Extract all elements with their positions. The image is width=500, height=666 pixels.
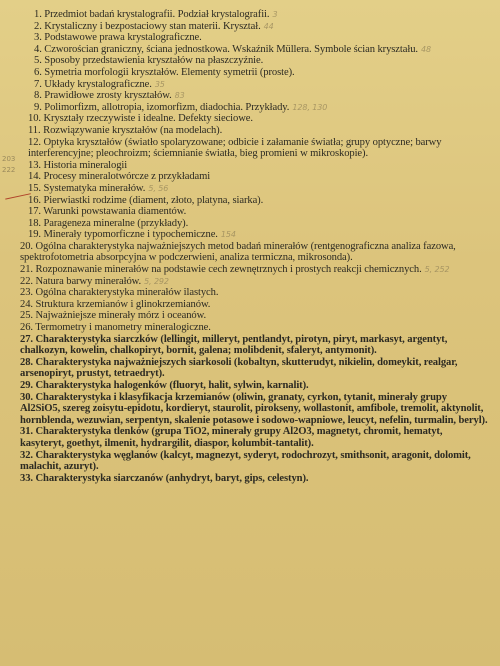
list-item: 14. Procesy mineralotwórcze z przykładami	[28, 171, 211, 183]
list-item: 18. Parageneza mineralne (przykłady).	[28, 217, 189, 229]
list-item: 30. Charakterystyka i klasyfikacja krzemianów (oliwin, granaty, cyrkon, tytanit, minerały grupy Al2SiO5, szereg zoisytu-epidotu, kordieryt, staurolit, pirokseny, wollastonit, amfibole, tremolit, aktynolit, hornblenda, wezuwian, serpentyn, skalenie potasowe i sodowo-wapniowe, leucyt, nefelin, turmalin, beryl).	[20, 391, 488, 426]
list-item: 2. Krystaliczny i bezpostaciowy stan materii. Kryształ. 44	[34, 20, 274, 32]
list-item: 33. Charakterystyka siarczanów (anhydryt, baryt, gips, celestyn).	[20, 472, 309, 484]
list-item: 7. Układy krystalograficzne. 35	[34, 78, 165, 90]
list-item: 32. Charakterystyka węglanów (kalcyt, magnezyt, syderyt, rodochrozyt, smithsonit, aragonit, dolomit, malachit, azuryt).	[20, 449, 471, 473]
list-item: 19. Minerały typomorficzne i typochemiczne. 154	[28, 229, 236, 241]
exam-topic-list	[20, 9, 488, 484]
list-item: 27. Charakterystyka siarczków (lellingit, milleryt, pentlandyt, pirotyn, piryt, markasyt, argentyt, chalkozyn, kowelin, chalkopiryt, bornit, galena; molibdenit, sfaleryt, antymonit).	[20, 333, 448, 357]
list-item: 10. Kryształy rzeczywiste i idealne. Defekty sieciowe.	[28, 113, 253, 125]
list-item: 13. Historia mineralogii	[28, 159, 128, 171]
list-item: 26. Termometry i manometry mineralogiczne.	[20, 322, 211, 334]
list-item: 9. Polimorfizm, allotropia, izomorfizm, diadochia. Przykłady. 128, 130	[34, 101, 328, 113]
list-item: 28. Charakterystyka najważniejszych siarkosoli (kobaltyn, skutterudyt, nikielin, domeykit, realgar, arsenopiryt, prustyt, tetraedryt).	[20, 356, 458, 380]
list-item: 24. Struktura krzemianów i glinokrzemianów.	[20, 298, 211, 310]
list-item: 11. Rozwiązywanie kryształów (na modelach).	[28, 124, 223, 136]
list-item: 4. Czworościan graniczny, ściana jednostkowa. Wskaźnik Müllera. Symbole ścian kryształu. 48	[34, 43, 431, 55]
list-item: 23. Ogólna charakterystyka minerałów ilastych.	[20, 287, 219, 299]
list-item: 12. Optyka kryształów (światło spolaryzowane; odbicie i załamanie światła; grupy optyczne; barwy interferencyjne; pleochroizm; ściemnianie światła, bieg promieni w mikroskopie).	[28, 136, 442, 160]
list-item: 20. Ogólna charakterystyka najważniejszych metod badań minerałów (rentgenograficzna analiza fazowa, spektrofotometria absorpcyjna w podczerwieni, analiza termiczna, mikrosonda).	[20, 240, 456, 264]
list-item: 5. Sposoby przedstawienia kryształów na płaszczyźnie.	[34, 55, 264, 67]
list-item: 21. Rozpoznawanie minerałów na podstawie cech zewnętrznych i prostych reakcji chemicznych. 5, 252	[20, 264, 450, 276]
margin-note-1: 203	[2, 155, 16, 163]
list-item: 15. Systematyka minerałów. 5, 56	[28, 182, 169, 194]
margin-note-2: 222	[2, 166, 16, 174]
list-item: 22. Natura barwy minerałów. 5, 292	[20, 275, 169, 287]
list-item: 29. Charakterystyka halogenków (fluoryt, halit, sylwin, karnalit).	[20, 380, 309, 391]
list-item: 17. Warunki powstawania diamentów.	[28, 206, 187, 218]
list-item: 6. Symetria morfologii kryształów. Elementy symetrii (proste).	[34, 66, 295, 78]
list-item: 25. Najważniejsze minerały mórz i oceanów.	[20, 310, 207, 322]
list-item: 31. Charakterystyka tlenków (grupa TiO2, minerały grupy Al2O3, magnetyt, chromit, hematyt, kasyteryt, goethyt, ilmenit, hydrargilit, diaspor, kolumbit-tantalit).	[20, 426, 443, 449]
list-item: 8. Prawidłowe zrosty kryształów. 83	[34, 90, 185, 102]
list-item: 16. Pierwiastki rodzime (diament, złoto, platyna, siarka).	[28, 194, 264, 206]
list-item: 1. Przedmiot badań krystalografii. Podział krystalografii. 3	[34, 9, 278, 20]
list-item: 3. Podstawowe prawa krystalograficzne.	[34, 32, 202, 44]
